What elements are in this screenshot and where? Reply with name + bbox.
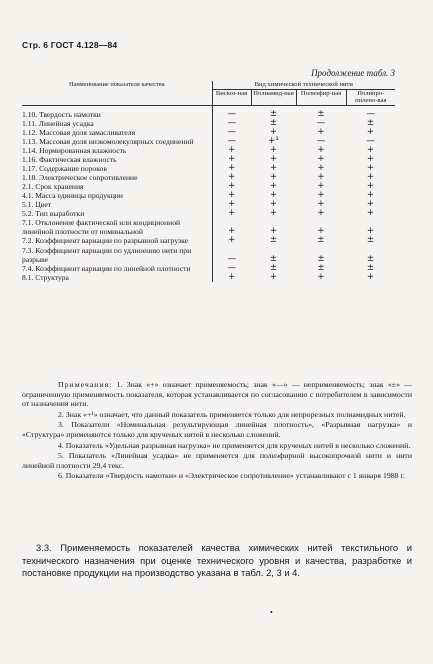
cell-polypropylene: + xyxy=(366,163,375,174)
cell-polyamide: + xyxy=(269,199,278,210)
table-row xyxy=(22,146,395,155)
row-name: 1.17. Содержание пороков xyxy=(22,164,212,173)
cell-polyester: + xyxy=(317,172,325,183)
cell-polypropylene: + xyxy=(366,226,375,237)
row-name: 1.18. Электрическое сопротивление xyxy=(22,173,212,182)
cell-polyester: + xyxy=(317,163,325,174)
cell-polypropylene: — xyxy=(366,135,375,146)
cell-polypropylene: + xyxy=(366,190,375,201)
table-row xyxy=(22,246,395,264)
cell-polypropylene: ± xyxy=(366,117,375,128)
cell-polyester: + xyxy=(317,199,325,210)
cell-polyester: + xyxy=(317,226,325,237)
cell-viscose: + xyxy=(228,163,236,174)
notes-label: Примечания: xyxy=(58,380,113,389)
cell-polypropylene: + xyxy=(366,271,375,282)
cell-polyester: + xyxy=(317,271,325,282)
note-2: 2. Знак «+¹» означает, что данный показатель применяется только для непрорезных полиамидных нитей. xyxy=(58,409,406,419)
cell-polypropylene: — xyxy=(366,108,375,119)
column-header-polyester: Полиэфир-ная xyxy=(296,90,346,106)
cell-polyester: ± xyxy=(317,108,325,119)
table-row xyxy=(22,236,395,245)
row-name: 7.3. Коэффициент вариации по удлинению нити при разрыве xyxy=(22,246,212,264)
cell-viscose: + xyxy=(228,145,236,155)
cell-polyester: + xyxy=(317,126,325,137)
column-header-polyamide: Полиамид-ная xyxy=(251,90,296,106)
cell-viscose: + xyxy=(228,208,236,219)
stray-mark: • xyxy=(270,608,273,617)
cell-polyamide: ± xyxy=(269,253,278,264)
cell-polypropylene: + xyxy=(366,154,375,165)
cell-polyester: — xyxy=(316,135,326,146)
row-name: 1.10. Твердость намотки xyxy=(22,105,212,119)
cell-polyamide: ± xyxy=(269,117,278,128)
table-row xyxy=(22,105,395,119)
note-4: 4. Показатель «Удельная разрывная нагрузка» не применяется для крученых нитей в несколько сложений. xyxy=(58,440,411,450)
cell-polyamide: +¹ xyxy=(268,135,279,146)
cell-polypropylene: + xyxy=(366,126,375,137)
cell-polyamide: + xyxy=(269,154,278,165)
cell-polyamide: + xyxy=(269,126,278,137)
row-name: 1.12. Массовая доля замасливателя xyxy=(22,128,212,137)
cell-viscose: — xyxy=(227,262,237,273)
row-name: 1.11. Линейная усадка xyxy=(22,119,212,128)
row-name: 7.4. Коэффициент вариации по линейной плотности xyxy=(22,264,212,273)
quality-indicators-table xyxy=(22,81,395,282)
table-notes xyxy=(22,380,412,482)
cell-polyamide: + xyxy=(269,226,278,237)
cell-polypropylene: ± xyxy=(366,262,375,273)
row-name: 5.1. Цвет xyxy=(22,200,212,209)
cell-polypropylene: + xyxy=(366,145,375,155)
cell-polyester: ± xyxy=(317,253,325,264)
table-row xyxy=(22,200,395,209)
column-header-viscose: Вискоз-ная xyxy=(212,90,251,106)
cell-viscose: — xyxy=(227,108,237,119)
cell-viscose: + xyxy=(228,190,236,201)
cell-viscose: — xyxy=(227,135,237,146)
row-name: 1.16. Фактическая влажность xyxy=(22,155,212,164)
table-row xyxy=(22,182,395,191)
cell-polyester: ± xyxy=(317,235,325,246)
cell-polyamide: + xyxy=(269,163,278,174)
cell-polypropylene: + xyxy=(366,199,375,210)
cell-polypropylene: ± xyxy=(366,235,375,246)
note-1 xyxy=(22,380,412,409)
note-6: 6. Показатели «Твердость намотки» и «Электрическое сопротивление» устанавливают с 1 января 1988 г. xyxy=(58,471,405,481)
name-column-header: Наименование показателя качества xyxy=(22,81,212,105)
cell-polyester: + xyxy=(317,181,325,192)
table-row xyxy=(22,137,395,146)
table-row xyxy=(22,191,395,200)
cell-polypropylene: ± xyxy=(366,253,375,264)
table-row xyxy=(22,155,395,164)
row-name: 5.2. Тип выработки xyxy=(22,209,212,218)
cell-polyester: + xyxy=(317,154,325,165)
cell-viscose: + xyxy=(228,226,236,237)
table-row xyxy=(22,273,395,282)
cell-viscose: + xyxy=(228,154,236,165)
table-continuation-label: Продолжение табл. 3 xyxy=(311,68,395,78)
row-name: 7.1. Отклонение фактической или кондиционной линейной плотности от номинальной xyxy=(22,218,212,236)
thread-type-group-header: Вид химической технической нити xyxy=(212,81,395,90)
cell-viscose: + xyxy=(228,271,236,282)
row-name: 1.14. Нормированная влажность xyxy=(22,146,212,155)
table-row xyxy=(22,218,395,236)
cell-viscose: — xyxy=(227,117,237,128)
row-name: 7.2. Коэффициент вариации по разрывной нагрузке xyxy=(22,236,212,245)
cell-polyamide: + xyxy=(269,190,278,201)
row-name: 2.1. Срок хранения xyxy=(22,182,212,191)
table-row xyxy=(22,264,395,273)
table-row xyxy=(22,209,395,218)
cell-polyamide: + xyxy=(269,145,278,155)
cell-polyester: + xyxy=(317,190,325,201)
cell-polyester: + xyxy=(317,208,325,219)
row-name: 8.1. Структура xyxy=(22,273,212,282)
cell-polyamide: + xyxy=(269,271,278,282)
cell-polyamide: ± xyxy=(269,262,278,273)
cell-polyester: ± xyxy=(317,262,325,273)
cell-polyamide: + xyxy=(269,172,278,183)
cell-viscose: — xyxy=(227,126,237,137)
cell-polyamide: ± xyxy=(269,235,278,246)
row-name: 4.1. Масса единицы продукции xyxy=(22,191,212,200)
page-header: Стр. 6 ГОСТ 4.128—84 xyxy=(22,40,118,50)
table-row xyxy=(22,119,395,128)
cell-viscose: + xyxy=(228,172,236,183)
cell-viscose: + xyxy=(228,199,236,210)
table-row xyxy=(22,164,395,173)
cell-viscose: + xyxy=(228,181,236,192)
cell-polyamide: ± xyxy=(269,108,278,119)
note-5: 5. Показатель «Линейная усадка» не применяется для полиэфирной высокопрочной нити и нити линейной плотности 29,4 текс. xyxy=(22,451,412,470)
cell-viscose: + xyxy=(228,235,236,246)
row-name: 1.13. Массовая доля низкомолекулярных соединений xyxy=(22,137,212,146)
table-row xyxy=(22,173,395,182)
section-3-3-paragraph: 3.3. Применяемость показателей качества химических нитей текстильного и технического назначения при оценке технического уровня и качества, разработке и постановке продукции на производство указана в табл. 2, 3 и 4. xyxy=(22,542,412,579)
cell-polypropylene: + xyxy=(366,208,375,219)
cell-polyester: + xyxy=(317,145,325,155)
cell-polyester: — xyxy=(316,117,326,128)
cell-polyamide: + xyxy=(269,208,278,219)
cell-polypropylene: + xyxy=(366,172,375,183)
note-1-text: 1. Знак «+» означает применяемость; знак «—» — неприменяемость; знак «±» — ограниченную применяемость показателя, которая устанавливается по согласованию с потребителем в зависимости от назначения нити. xyxy=(22,380,412,409)
cell-polyamide: + xyxy=(269,181,278,192)
column-header-polypropylene: Полипро-пилено-вая xyxy=(346,90,395,106)
note-3: 3. Показатели «Номинальная результирующая линейная плотность», «Разрывная нагрузка» и «Структура» применяются только для крученых нитей в несколько сложений. xyxy=(22,420,412,439)
cell-viscose: — xyxy=(227,253,237,264)
cell-polypropylene: + xyxy=(366,181,375,192)
table-row xyxy=(22,128,395,137)
